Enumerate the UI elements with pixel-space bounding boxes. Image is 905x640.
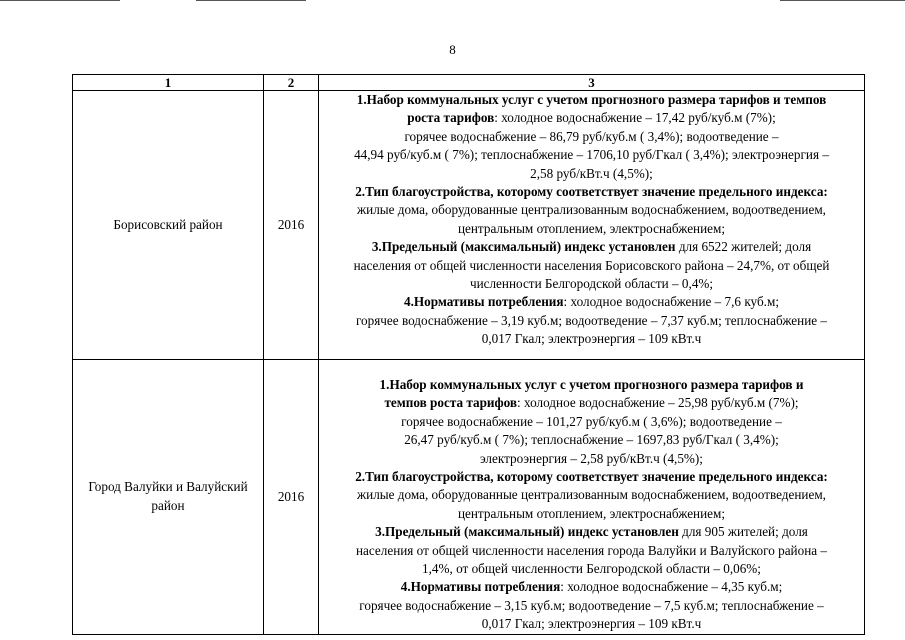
- description-line: [319, 542, 864, 560]
- description-line-text: 26,47 руб/куб.м ( 7%); теплоснабжение – 1697,83 руб/Гкал ( 3,4%);: [404, 432, 779, 448]
- description-line: [319, 450, 864, 468]
- description-line-text: горячее водоснабжение – 101,27 руб/куб.м ( 3,6%); водоотведение –: [401, 413, 782, 429]
- description-line-text: жилые дома, оборудованные централизованным водоснабжением, водоотведением,: [357, 202, 826, 218]
- description-line-text: для 6522 жителей; доля: [675, 239, 812, 255]
- description-line: [319, 560, 864, 578]
- description-line: [319, 146, 864, 164]
- description-line: [319, 91, 864, 109]
- scan-top-line-right: [780, 0, 905, 1]
- description-line-text: 0,017 Гкал; электроэнергия – 109 кВт.ч: [481, 616, 702, 632]
- description-line: [319, 615, 864, 633]
- description-line: [319, 486, 864, 504]
- description-line-text: электроэнергия – 2,58 руб/кВт.ч (4,5%);: [480, 450, 703, 466]
- description-line: [319, 578, 864, 596]
- table-row: [73, 91, 865, 360]
- description-cell: [319, 360, 865, 635]
- description-line: [319, 523, 864, 541]
- description-line-bold: темпов роста тарифов: [384, 395, 518, 411]
- description-line-text: горячее водоснабжение – 3,19 куб.м; водоотведение – 7,37 куб.м; теплоснабжение –: [355, 312, 828, 328]
- description-line: [319, 128, 864, 146]
- table-row: [73, 360, 865, 635]
- description-line-text: жилые дома, оборудованные централизованным водоснабжением, водоотведением,: [357, 487, 826, 503]
- description-line: [319, 431, 864, 449]
- description-line-text: : холодное водоснабжение – 4,35 куб.м;: [560, 579, 783, 595]
- description-line-text: : холодное водоснабжение – 7,6 куб.м;: [563, 294, 779, 310]
- description-line-text: населения от общей численности населения города Валуйки и Валуйского района –: [355, 542, 827, 558]
- description-line-bold: 1.Набор коммунальных услуг с учетом прогнозного размера тарифов и: [379, 377, 804, 392]
- row-top-spacing: [319, 360, 864, 376]
- description-line: [319, 293, 864, 311]
- description-line-text: населения от общей численности населения Борисовского района – 24,7%, от общей: [353, 257, 830, 273]
- description-line: [319, 394, 864, 412]
- description-line-text: для 905 жителей; доля: [678, 524, 808, 540]
- description-line-bold: 3.Предельный (максимальный) индекс установлен: [375, 524, 679, 540]
- description-line-bold: 2.Тип благоустройства, которому соответствует значение предельного индекса:: [355, 469, 828, 485]
- description-line-text: 2,58 руб/кВт.ч (4,5%);: [530, 165, 653, 181]
- description-line: [319, 165, 864, 183]
- description-line-bold: 2.Тип благоустройства, которому соответствует значение предельного индекса:: [355, 184, 828, 200]
- description-line: [319, 201, 864, 219]
- description-cell: [319, 91, 865, 360]
- table-header-row: [73, 75, 865, 91]
- description-line: [319, 312, 864, 330]
- description-line-bold: 1.Набор коммунальных услуг с учетом прогнозного размера тарифов и темпов: [356, 92, 827, 107]
- description-line-text: численности Белгородской области – 0,4%;: [469, 276, 714, 292]
- description-line-bold: 3.Предельный (максимальный) индекс установлен: [371, 239, 676, 255]
- description-line: [319, 238, 864, 256]
- description-line: [319, 183, 864, 201]
- description-line: [319, 468, 864, 486]
- year-cell: 2016: [264, 91, 319, 360]
- year-cell: 2016: [264, 360, 319, 635]
- description-line: [319, 275, 864, 293]
- description-line-text: горячее водоснабжение – 86,79 руб/куб.м ( 3,4%); водоотведение –: [404, 128, 779, 144]
- district-name: Город Валуйки и Валуйский район: [73, 360, 264, 635]
- description-line: [319, 505, 864, 523]
- column-header-3: 3: [319, 75, 865, 91]
- description-line: [319, 413, 864, 431]
- description-line-text: центральным отоплением, электроснабжением;: [457, 505, 726, 521]
- description-line: [319, 220, 864, 238]
- description-line: [319, 109, 864, 127]
- description-line-text: : холодное водоснабжение – 17,42 руб/куб.м (7%);: [494, 110, 776, 126]
- district-name: Борисовский район: [73, 91, 264, 360]
- limit-index-table: [72, 74, 865, 635]
- scan-top-line-mid: [196, 0, 306, 1]
- column-header-1: 1: [73, 75, 264, 91]
- description-line: [319, 257, 864, 275]
- description-line: [319, 376, 864, 394]
- page-number: 8: [449, 42, 456, 57]
- description-line: [319, 597, 864, 615]
- description-line-bold: 4.Нормативы потребления: [404, 294, 564, 310]
- description-line-text: центральным отоплением, электроснабжением;: [457, 220, 726, 236]
- description-line-text: 44,94 руб/куб.м ( 7%); теплоснабжение – 1706,10 руб/Гкал ( 3,4%); электроэнергия –: [354, 147, 829, 163]
- description-line: [319, 330, 864, 348]
- description-line-text: : холодное водоснабжение – 25,98 руб/куб.м (7%);: [517, 395, 799, 411]
- scan-top-line-left: [0, 0, 120, 1]
- description-line-bold: роста тарифов: [407, 110, 495, 126]
- description-line-bold: 4.Нормативы потребления: [400, 579, 561, 595]
- description-line-text: горячее водоснабжение – 3,15 куб.м; водоотведение – 7,5 куб.м; теплоснабжение –: [359, 597, 824, 613]
- column-header-2: 2: [264, 75, 319, 91]
- description-line-text: 1,4%, от общей численности Белгородской области – 0,06%;: [422, 561, 761, 577]
- description-line-text: 0,017 Гкал; электроэнергия – 109 кВт.ч: [481, 331, 702, 347]
